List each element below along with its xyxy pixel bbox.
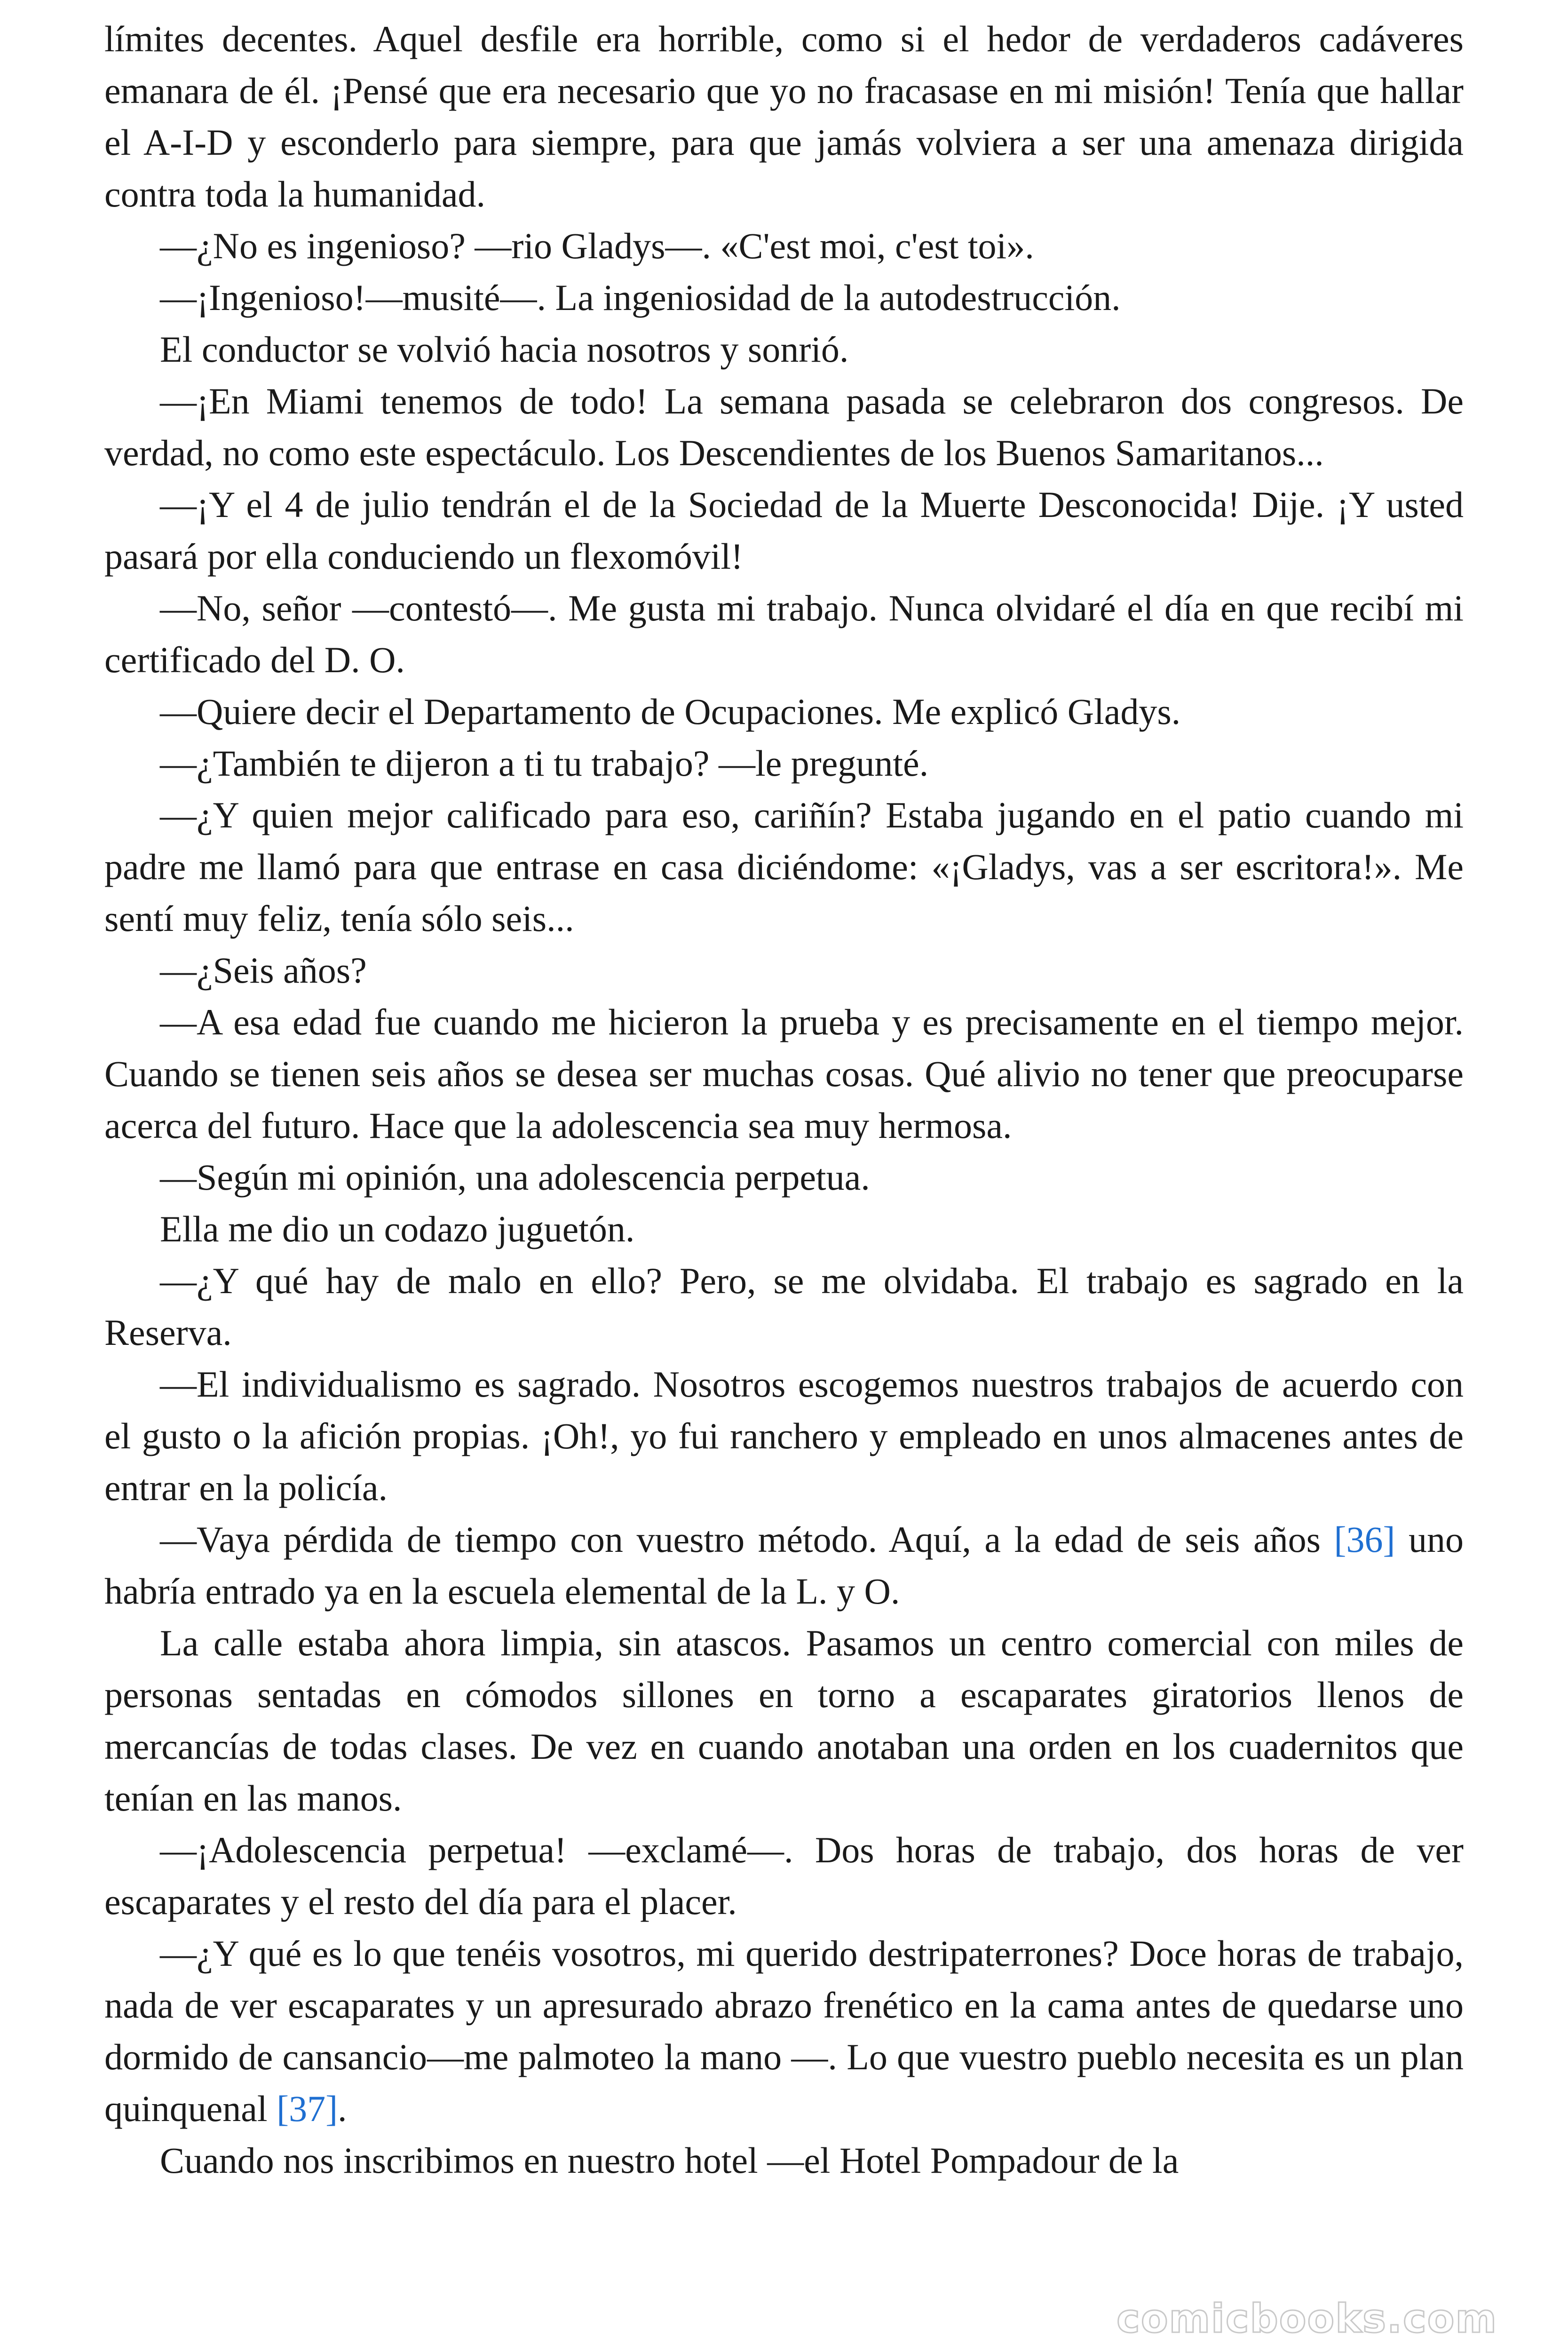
paragraph: El conductor se volvió hacia nosotros y sonrió. <box>160 329 849 370</box>
paragraph: —¿También te dijeron a ti tu trabajo? —le pregunté. <box>160 743 929 784</box>
paragraph-text: —Vaya pérdida de tiempo con vuestro método. Aquí, a la edad de seis años <box>160 1519 1334 1560</box>
paragraph: Cuando nos inscribimos en nuestro hotel —el Hotel Pompadour de la <box>160 2140 1179 2181</box>
paragraph: —¡Ingenioso!—musité—. La ingeniosidad de la autodestrucción. <box>160 277 1121 318</box>
paragraph: —¿Y quien mejor calificado para eso, cariñín? Estaba jugando en el patio cuando mi padre me llamó para que entrase en casa diciéndome: «¡Gladys, vas a ser escritora!». Me sentí muy feliz, tenía sólo seis... <box>104 795 1464 939</box>
paragraph: —El individualismo es sagrado. Nosotros escogemos nuestros trabajos de acuerdo con el gusto o la afición propias. ¡Oh!, yo fui ranchero y empleado en unos almacenes antes de entrar en la policía. <box>104 1364 1464 1508</box>
paragraph: La calle estaba ahora limpia, sin atascos. Pasamos un centro comercial con miles de personas sentadas en cómodos sillones en torno a escaparates giratorios llenos de mercancías de todas clases. De vez en cuando anotaban una orden en los cuadernitos que tenían en las manos. <box>104 1622 1464 1819</box>
paragraph: —¡Y el 4 de julio tendrán el de la Sociedad de la Muerte Desconocida! Dije. ¡Y usted pasará por ella conduciendo un flexomóvil! <box>104 484 1464 577</box>
paragraph-text: . <box>338 2088 347 2129</box>
paragraph: —A esa edad fue cuando me hicieron la prueba y es precisamente en el tiempo mejor. Cuando se tienen seis años se desea ser muchas cosas. Qué alivio no tener que preocuparse acerca del futuro. Hace que la adolescencia sea muy hermosa. <box>104 1001 1464 1146</box>
paragraph: —¿No es ingenioso? —rio Gladys—. «C'est moi, c'est toi». <box>160 225 1034 266</box>
paragraph-text: uno habría entrado ya en la escuela elemental de la L. y O. <box>104 1519 1464 1612</box>
paragraph: —¡Adolescencia perpetua! —exclamé—. Dos horas de trabajo, dos horas de ver escaparates y el resto del día para el placer. <box>104 1829 1464 1922</box>
paragraph: límites decentes. Aquel desfile era horrible, como si el hedor de verdaderos cadáveres emanara de él. ¡Pensé que era necesario que yo no fracasase en mi misión! Tenía que hallar el A-I-D y esconderlo para siempre, para que jamás volviera a ser una amenaza dirigida contra toda la humanidad. <box>104 18 1464 215</box>
footnote-link-37[interactable]: [37] <box>277 2088 338 2129</box>
paragraph-text: —¿Y qué es lo que tenéis vosotros, mi querido destripaterrones? Doce horas de trabajo, nada de ver escaparates y un apresurado abrazo frenético en la cama antes de quedarse uno dormido de cansancio—me palmoteo la mano —. Lo que vuestro pueblo necesita es un plan quinquenal <box>104 1933 1464 2129</box>
paragraph: —¿Y qué hay de malo en ello? Pero, se me olvidaba. El trabajo es sagrado en la Reserva. <box>104 1260 1464 1353</box>
paragraph-with-footnote <box>104 1928 1464 2135</box>
paragraph: —No, señor —contestó—. Me gusta mi trabajo. Nunca olvidaré el día en que recibí mi certificado del D. O. <box>104 588 1464 680</box>
book-page <box>104 13 1464 2186</box>
paragraph: —¿Seis años? <box>160 950 367 991</box>
paragraph: —Según mi opinión, una adolescencia perpetua. <box>160 1157 870 1198</box>
footnote-link-36[interactable]: [36] <box>1334 1519 1395 1560</box>
paragraph: Ella me dio un codazo juguetón. <box>160 1208 635 1249</box>
watermark: comicbooks.com <box>1117 2296 1497 2342</box>
paragraph: —Quiere decir el Departamento de Ocupaciones. Me explicó Gladys. <box>160 691 1181 732</box>
paragraph: —¡En Miami tenemos de todo! La semana pasada se celebraron dos congresos. De verdad, no como este espectáculo. Los Descendientes de los Buenos Samaritanos... <box>104 381 1464 473</box>
paragraph-with-footnote <box>104 1514 1464 1617</box>
